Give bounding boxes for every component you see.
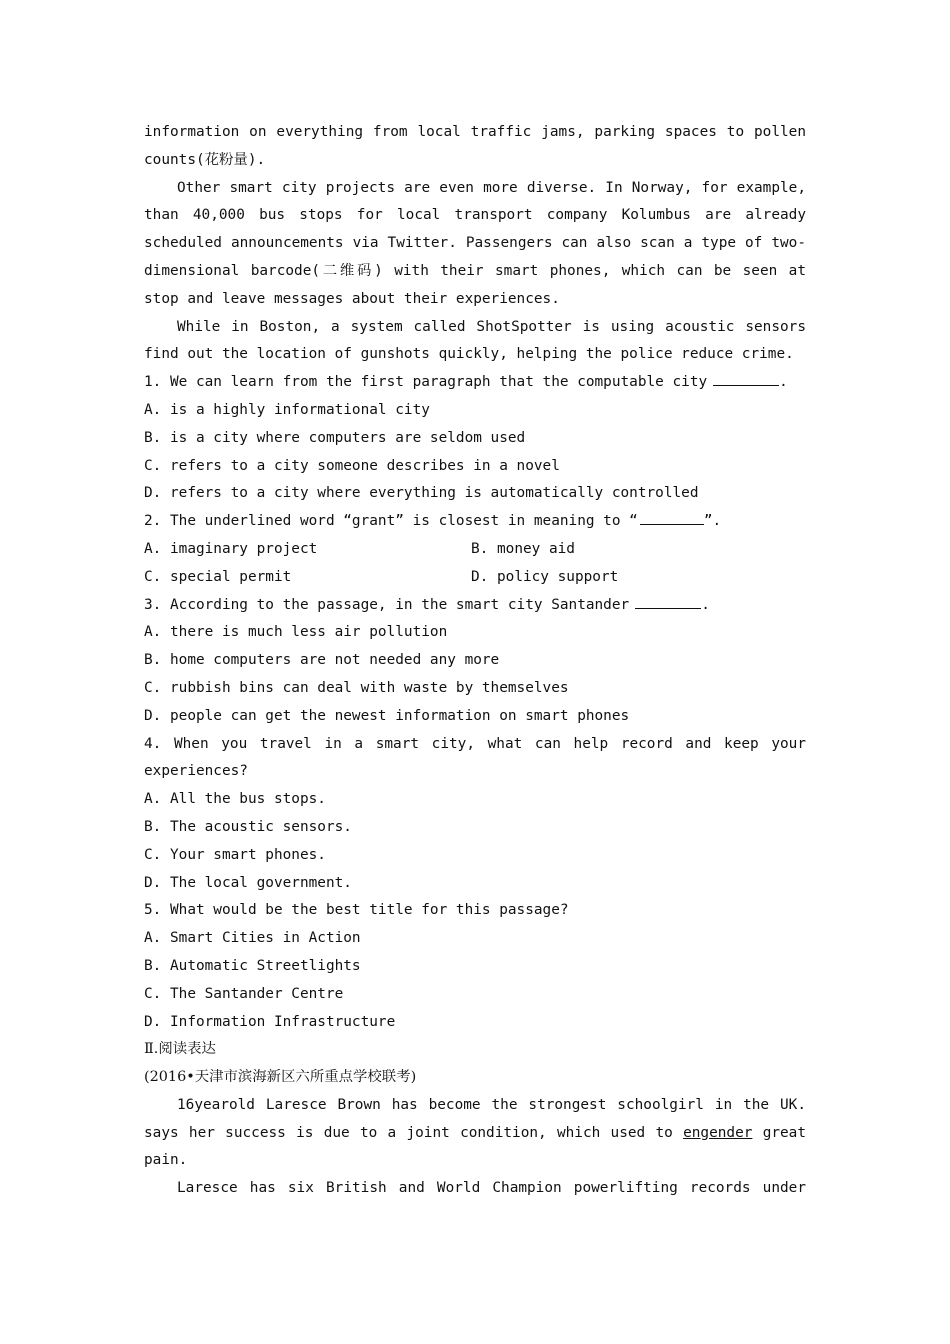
option-c: C. special permit — [144, 568, 292, 585]
paragraph-line: 16yearold Laresce Brown has become the strongest schoolgirl in the UK. — [177, 1096, 806, 1113]
question-3-stem — [144, 592, 806, 620]
option-a: A. All the bus stops. — [144, 791, 326, 808]
text-span: great — [762, 1124, 806, 1141]
question-end: ”. — [703, 513, 722, 530]
option-d: D. The local government. — [144, 874, 352, 891]
option-a: A. imaginary project — [144, 540, 318, 557]
paragraph-line: dimensional barcode(二维码) with their smart phones, which can be seen at — [144, 262, 806, 279]
option-d: D. Information Infrastructure — [144, 1013, 396, 1030]
paragraph-line: information on everything from local traffic jams, parking spaces to pollen — [144, 124, 806, 140]
document-body — [144, 119, 806, 1203]
option-a: A. there is much less air pollution — [144, 624, 448, 641]
paragraph-line: stop and leave messages about their experiences. — [144, 290, 560, 307]
option-c: C. refers to a city someone describes in a novel — [144, 457, 560, 474]
option-d: D. refers to a city where everything is automatically controlled — [144, 485, 699, 502]
answer-blank — [640, 508, 704, 525]
paragraph-line: Other smart city projects are even more diverse. In Norway, for example, — [177, 179, 806, 196]
option-c: C. Your smart phones. — [144, 846, 326, 863]
section-heading: Ⅱ.阅读表达 — [144, 1041, 216, 1058]
option-row — [144, 536, 806, 564]
option-a: A. is a highly informational city — [144, 401, 430, 418]
question-4-stem-cont: experiences? — [144, 763, 248, 780]
paragraph-line: While in Boston, a system called ShotSpotter is using acoustic sensors — [177, 318, 806, 335]
underlined-word: engender — [683, 1124, 753, 1141]
option-c: C. rubbish bins can deal with waste by themselves — [144, 679, 569, 696]
question-end: . — [779, 374, 788, 391]
question-text: 2. The underlined word “grant” is closest in meaning to “ — [144, 513, 638, 530]
question-1-stem — [144, 369, 806, 397]
option-b: B. money aid — [471, 540, 575, 557]
question-5-stem: 5. What would be the best title for this passage? — [144, 902, 569, 919]
paragraph-line: Laresce has six British and World Champion powerlifting records under — [177, 1180, 806, 1197]
option-a: A. Smart Cities in Action — [144, 930, 361, 947]
option-b: B. home computers are not needed any more — [144, 652, 500, 669]
question-4-stem: 4. When you travel in a smart city, what can help record and keep your — [144, 735, 806, 752]
option-b: B. Automatic Streetlights — [144, 957, 361, 974]
section-source: (2016•天津市滨海新区六所重点学校联考) — [144, 1069, 417, 1086]
option-d: D. people can get the newest information on smart phones — [144, 707, 630, 724]
option-b: B. The acoustic sensors. — [144, 818, 352, 835]
option-c: C. The Santander Centre — [144, 985, 344, 1002]
paragraph-line: find out the location of gunshots quickly, helping the police reduce crime. — [144, 346, 794, 363]
option-b: B. is a city where computers are seldom used — [144, 429, 526, 446]
paragraph-line: pain. — [144, 1152, 188, 1169]
answer-blank — [635, 592, 701, 609]
option-row — [144, 564, 806, 592]
question-text: 3. According to the passage, in the smart city Santander — [144, 596, 630, 613]
question-text: 1. We can learn from the first paragraph that the computable city — [144, 374, 708, 391]
paragraph-line: counts(花粉量). — [144, 151, 266, 168]
option-d: D. policy support — [471, 568, 619, 585]
paragraph-line: scheduled announcements via Twitter. Passengers can also scan a type of two- — [144, 235, 806, 252]
paragraph-line — [144, 1120, 806, 1148]
question-end: . — [701, 596, 710, 613]
paragraph-line: than 40,000 bus stops for local transport company Kolumbus are already — [144, 207, 806, 224]
text-span: says her success is due to a joint condition, which used to — [144, 1124, 673, 1141]
answer-blank — [713, 369, 779, 386]
question-2-stem — [144, 508, 806, 536]
